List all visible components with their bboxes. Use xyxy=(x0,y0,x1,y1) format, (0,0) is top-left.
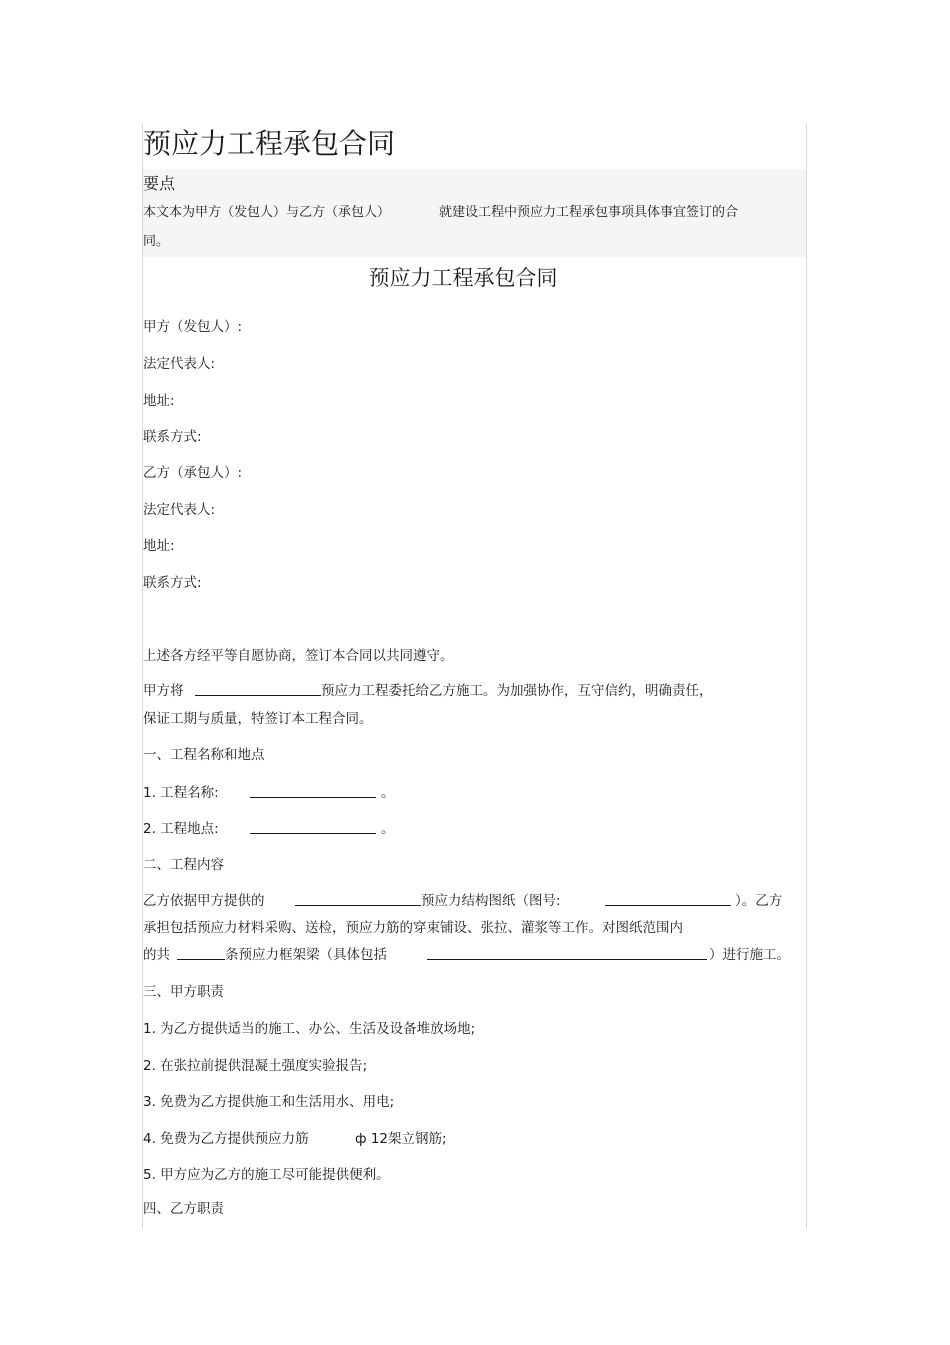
page-right-border xyxy=(806,124,807,1229)
beam-detail-blank xyxy=(427,945,707,960)
project-blank xyxy=(195,681,321,696)
project-name-blank xyxy=(250,783,376,798)
section2-l3-a: 的共 xyxy=(143,947,170,963)
beam-count-blank xyxy=(177,945,225,960)
section2-line3 xyxy=(143,945,806,965)
project-name-label: 1. 工程名称: xyxy=(143,785,219,801)
summary-text-b: 就建设工程中预应力工程承包事项具体事宜签订的合 xyxy=(439,205,739,220)
party-a-duty-4-text: 4. 免费为乙方提供预应力筋 xyxy=(143,1131,309,1147)
para1-line1 xyxy=(143,681,806,701)
party-a-label: 甲方（发包人）: xyxy=(143,319,243,335)
party-a-contact: 联系方式: xyxy=(143,429,202,445)
party-a-duty-3: 3. 免费为乙方提供施工和生活用水、用电; xyxy=(143,1094,395,1110)
drawing-number-blank xyxy=(605,891,731,906)
summary-line-1 xyxy=(143,204,739,222)
party-a-duty-4 xyxy=(143,1129,543,1149)
summary-line-2: 同。 xyxy=(143,234,170,249)
project-location-row xyxy=(143,819,443,839)
party-b-representative: 法定代表人: xyxy=(143,502,216,518)
intro-text: 上述各方经平等自愿协商，签订本合同以共同遵守。 xyxy=(143,648,454,664)
section2-line2: 承担包括预应力材料采购、送检，预应力筋的穿束铺设、张拉、灌浆等工作。对图纸范围内 xyxy=(143,920,683,936)
section2-l3-b: 条预应力框架梁（具体包括 xyxy=(225,947,387,963)
section2-l3-c: ）进行施工。 xyxy=(709,947,790,963)
summary-heading: 要点 xyxy=(143,174,176,193)
para1-line2: 保证工期与质量，特签订本工程合同。 xyxy=(143,711,373,727)
section1-heading: 一、工程名称和地点 xyxy=(143,747,265,763)
section2-line1 xyxy=(143,891,806,911)
project-location-blank xyxy=(250,819,376,834)
project-location-label: 2. 工程地点: xyxy=(143,821,219,837)
party-b-label: 乙方（承包人）: xyxy=(143,465,243,481)
project-name-row xyxy=(143,783,443,803)
section2-l1-b: 预应力结构图纸（图号: xyxy=(421,893,561,909)
party-a-duty-1: 1. 为乙方提供适当的施工、办公、生活及设备堆放场地; xyxy=(143,1021,476,1037)
drawing-provider-blank xyxy=(295,891,421,906)
party-b-contact: 联系方式: xyxy=(143,575,202,591)
contract-title: 预应力工程承包合同 xyxy=(368,266,558,290)
project-location-period: 。 xyxy=(381,821,395,837)
section2-l1-c: ）。乙方 xyxy=(735,893,783,909)
section2-heading: 二、工程内容 xyxy=(143,857,224,873)
section3-heading: 三、甲方职责 xyxy=(143,984,224,1000)
party-a-duty-2: 2. 在张拉前提供混凝土强度实验报告; xyxy=(143,1058,368,1074)
summary-box xyxy=(143,169,806,257)
party-a-representative: 法定代表人: xyxy=(143,356,216,372)
document-page xyxy=(143,124,806,1229)
party-a-duty-4-tail: ф 12架立钢筋; xyxy=(355,1131,447,1147)
para1-pre: 甲方将 xyxy=(143,683,184,699)
party-a-address: 地址: xyxy=(143,393,175,409)
section4-heading: 四、乙方职责 xyxy=(143,1201,224,1217)
summary-text-a: 本文本为甲方（发包人）与乙方（承包人） xyxy=(143,205,391,220)
para1-post: 预应力工程委托给乙方施工。为加强协作，互守信约，明确责任， xyxy=(321,683,713,699)
party-a-duty-5: 5. 甲方应为乙方的施工尽可能提供便利。 xyxy=(143,1167,390,1183)
party-b-address: 地址: xyxy=(143,538,175,554)
project-name-period: 。 xyxy=(381,785,395,801)
document-title: 预应力工程承包合同 xyxy=(143,127,396,160)
section2-l1-a: 乙方依据甲方提供的 xyxy=(143,893,265,909)
